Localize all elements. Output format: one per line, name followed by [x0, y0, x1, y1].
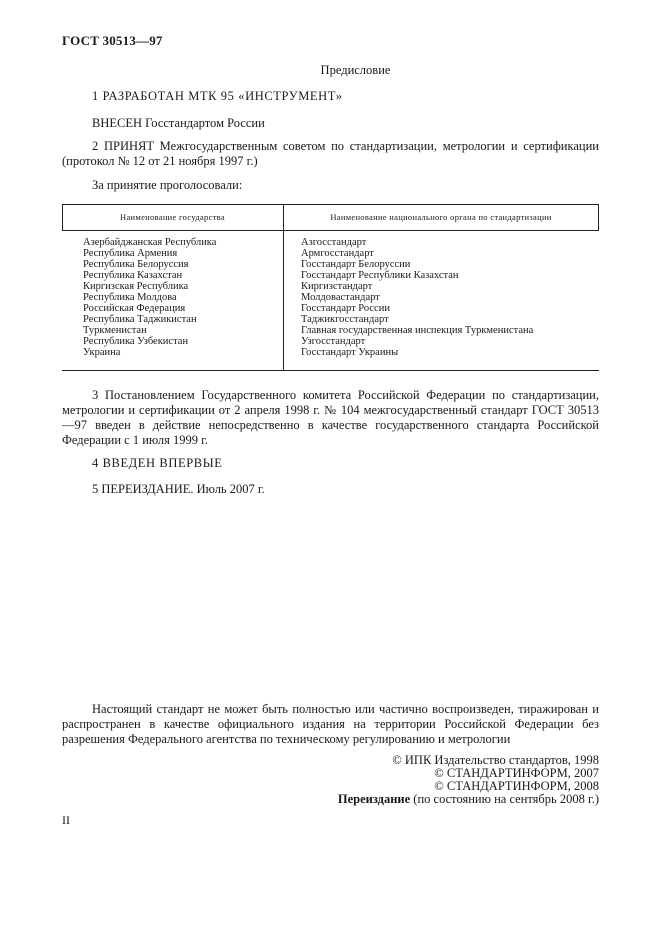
- table-cell-national-body: Армгосстандарт: [301, 248, 374, 259]
- paragraph-developed-by: 1 РАЗРАБОТАН МТК 95 «ИНСТРУМЕНТ»: [92, 89, 343, 103]
- paragraph-voted-for: За принятие проголосовали:: [92, 178, 243, 192]
- table-cell-national-body: Госстандарт Украины: [301, 347, 399, 358]
- reissue-label: Переиздание: [337, 792, 411, 806]
- page-number: II: [62, 813, 70, 827]
- table-column-national-bodies: [301, 237, 596, 358]
- table-cell-state: Азербайджанская Республика: [83, 237, 217, 248]
- table-cell-national-body: Таджикгосстандарт: [301, 314, 389, 325]
- table-cell-state: Украина: [83, 347, 121, 358]
- table-column-states: [83, 237, 278, 358]
- standard-code-header: ГОСТ 30513—97: [62, 33, 163, 48]
- table-cell-national-body: Азгосстандарт: [301, 237, 367, 248]
- table-cell-state: Республика Таджикистан: [83, 314, 197, 325]
- voting-states-table: [62, 204, 599, 372]
- paragraph-first-introduced: 4 ВВЕДЕН ВПЕРВЫЕ: [92, 456, 223, 470]
- table-cell-state: Республика Молдова: [83, 292, 177, 303]
- table-header-rule: [62, 230, 599, 231]
- paragraph-copyright-notice: Настоящий стандарт не может быть полностью или частично воспроизведен, тиражирован и распространен в качестве официального издания на территории Российской Федерации без разрешения Федерального агентства по техническому регулированию и метрологии: [62, 702, 599, 746]
- paragraph-resolution: 3 Постановлением Государственного комитета Российской Федерации по стандартизации, метрологии и сертификации от 2 апреля 1998 г. № 104 межгосударственный стандарт ГОСТ 30513—97 введен в действие непосредственно в качестве государственного стандарта Российской Федерации с 1 июля 1999 г.: [62, 388, 599, 447]
- copyright-line-2008: © СТАНДАРТИНФОРМ, 2008: [434, 779, 599, 793]
- copyright-block: [338, 754, 599, 806]
- copyright-line-2007: © СТАНДАРТИНФОРМ, 2007: [434, 766, 599, 780]
- table-bottom-rule: [62, 370, 599, 371]
- table-cell-national-body: Молдовастандарт: [301, 292, 380, 303]
- table-header-state: Наименование государства: [120, 212, 225, 222]
- table-cell-state: Республика Армения: [83, 248, 178, 259]
- table-header-national-body: Наименование национального органа по стандартизации: [330, 212, 552, 222]
- table-cell-national-body: Госстандарт России: [301, 303, 390, 314]
- table-cell-state: Туркменистан: [83, 325, 147, 336]
- table-cell-national-body: Главная государственная инспекция Туркменистана: [301, 325, 534, 336]
- table-cell-state: Республика Узбекистан: [83, 336, 189, 347]
- table-cell-state: Республика Казахстан: [83, 270, 183, 281]
- table-top-rule: [62, 204, 599, 205]
- reissue-status-line: [338, 793, 599, 806]
- table-column-divider: [283, 204, 284, 370]
- table-cell-state: Киргизская Республика: [83, 281, 189, 292]
- table-cell-state: Республика Белоруссия: [83, 259, 189, 270]
- table-cell-national-body: Госстандарт Республики Казахстан: [301, 270, 459, 281]
- preface-title: Предисловие: [320, 63, 391, 77]
- table-cell-national-body: Киргизстандарт: [301, 281, 373, 292]
- table-cell-national-body: Узгосстандарт: [301, 336, 366, 347]
- paragraph-adopted-by: 2 ПРИНЯТ Межгосударственным советом по стандартизации, метрологии и сертификации (протокол № 12 от 21 ноября 1997 г.): [62, 139, 599, 168]
- reissue-date: (по состоянию на сентябрь 2008 г.): [410, 792, 599, 806]
- paragraph-reissue: 5 ПЕРЕИЗДАНИЕ. Июль 2007 г.: [92, 482, 265, 496]
- table-cell-state: Российская Федерация: [83, 303, 186, 314]
- paragraph-introduced-by: ВНЕСЕН Госстандартом России: [92, 116, 265, 130]
- table-cell-national-body: Госстандарт Белоруссии: [301, 259, 411, 270]
- copyright-line-1998: © ИПК Издательство стандартов, 1998: [392, 753, 599, 767]
